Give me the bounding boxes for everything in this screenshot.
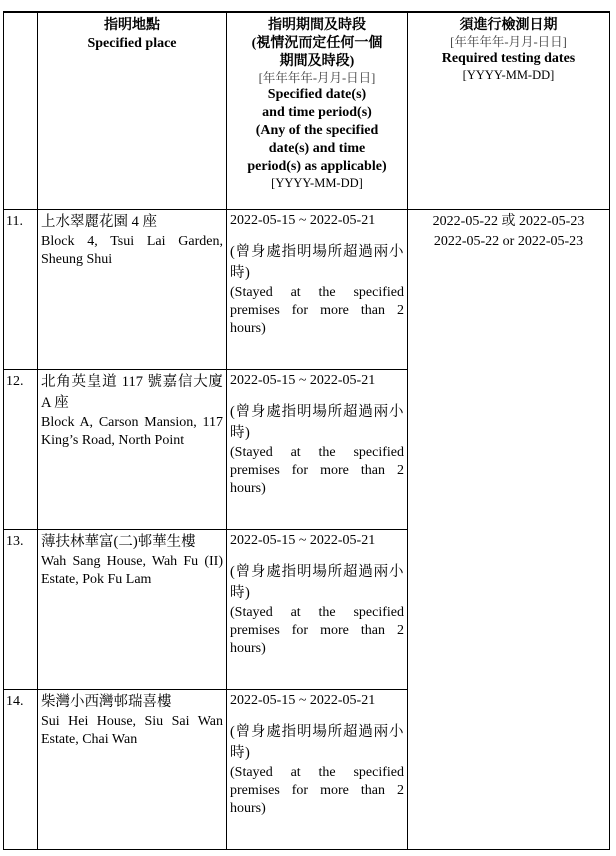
period-cell [227, 689, 408, 849]
period-range: 2022-05-15 ~ 2022-05-21 [230, 692, 376, 708]
period-note-en: (Stayed at the specified premises for more than 2 hours) [230, 284, 404, 336]
header-period-en-1: Specified date(s) [267, 87, 367, 102]
header-period-zh-3: 期間及時段) [279, 54, 355, 69]
header-testing-en: Required testing dates [441, 51, 576, 66]
row-index: 14. [4, 689, 38, 849]
header-period-format-en: [YYYY-MM-DD] [271, 176, 363, 190]
period-note-en: (Stayed at the specified premises for more than 2 hours) [230, 604, 404, 656]
period-range: 2022-05-15 ~ 2022-05-21 [230, 212, 376, 228]
header-place-cell [38, 12, 227, 209]
place-cell [38, 369, 227, 529]
place-zh: 北角英皇道 117 號嘉信大廈 A 座 [41, 373, 223, 411]
period-note-zh: (曾身處指明場所超過兩小時) [230, 243, 404, 281]
place-en: Wah Sang House, Wah Fu (II) Estate, Pok Fu Lam [41, 553, 223, 587]
place-zh: 柴灣小西灣邨瑞喜樓 [41, 693, 172, 710]
place-cell [38, 209, 227, 369]
header-period-zh-2: (視情況而定任何一個 [251, 36, 383, 51]
header-period-en-5: period(s) as applicable) [247, 159, 387, 174]
header-period-zh-1: 指明期間及時段 [268, 18, 366, 33]
header-testing-zh: 須進行檢測日期 [459, 18, 558, 33]
row-index: 11. [4, 209, 38, 369]
header-testing-cell [408, 12, 610, 209]
row-index: 12. [4, 369, 38, 529]
testing-dates-cell [408, 209, 610, 849]
header-period-en-3: (Any of the specified [255, 123, 379, 138]
place-zh: 薄扶林華富(二)邨華生樓 [41, 533, 196, 550]
period-note-en: (Stayed at the specified premises for more than 2 hours) [230, 444, 404, 496]
period-note-zh: (曾身處指明場所超過兩小時) [230, 723, 404, 761]
table-row [4, 209, 610, 369]
testing-dates-en: 2022-05-22 or 2022-05-23 [433, 233, 584, 249]
table-header-row [4, 12, 610, 209]
header-testing-format-zh: [年年年年-月月-日日] [450, 35, 567, 49]
period-note-en: (Stayed at the specified premises for more than 2 hours) [230, 764, 404, 816]
header-testing-format-en: [YYYY-MM-DD] [462, 68, 555, 82]
header-index-cell [4, 12, 38, 209]
testing-dates-zh: 2022-05-22 或 2022-05-23 [432, 213, 585, 229]
period-range: 2022-05-15 ~ 2022-05-21 [230, 532, 376, 548]
header-period-cell [227, 12, 408, 209]
header-place-zh: 指明地點 [104, 18, 160, 33]
header-period-en-4: date(s) and time [268, 141, 366, 156]
period-cell [227, 209, 408, 369]
period-note-zh: (曾身處指明場所超過兩小時) [230, 403, 404, 441]
place-zh: 上水翠麗花園 4 座 [41, 213, 157, 230]
place-cell [38, 689, 227, 849]
period-cell [227, 369, 408, 529]
period-note-zh: (曾身處指明場所超過兩小時) [230, 563, 404, 601]
place-cell [38, 529, 227, 689]
specified-places-table [3, 11, 610, 850]
period-range: 2022-05-15 ~ 2022-05-21 [230, 372, 376, 388]
row-index: 13. [4, 529, 38, 689]
place-en: Block 4, Tsui Lai Garden, Sheung Shui [41, 233, 223, 267]
header-place-en: Specified place [87, 36, 177, 51]
place-en: Block A, Carson Mansion, 117 King’s Road, North Point [41, 414, 223, 448]
period-cell [227, 529, 408, 689]
place-en: Sui Hei House, Siu Sai Wan Estate, Chai Wan [41, 713, 223, 747]
header-period-format-zh: [年年年年-月月-日日] [258, 71, 376, 85]
header-period-en-2: and time period(s) [262, 105, 372, 120]
